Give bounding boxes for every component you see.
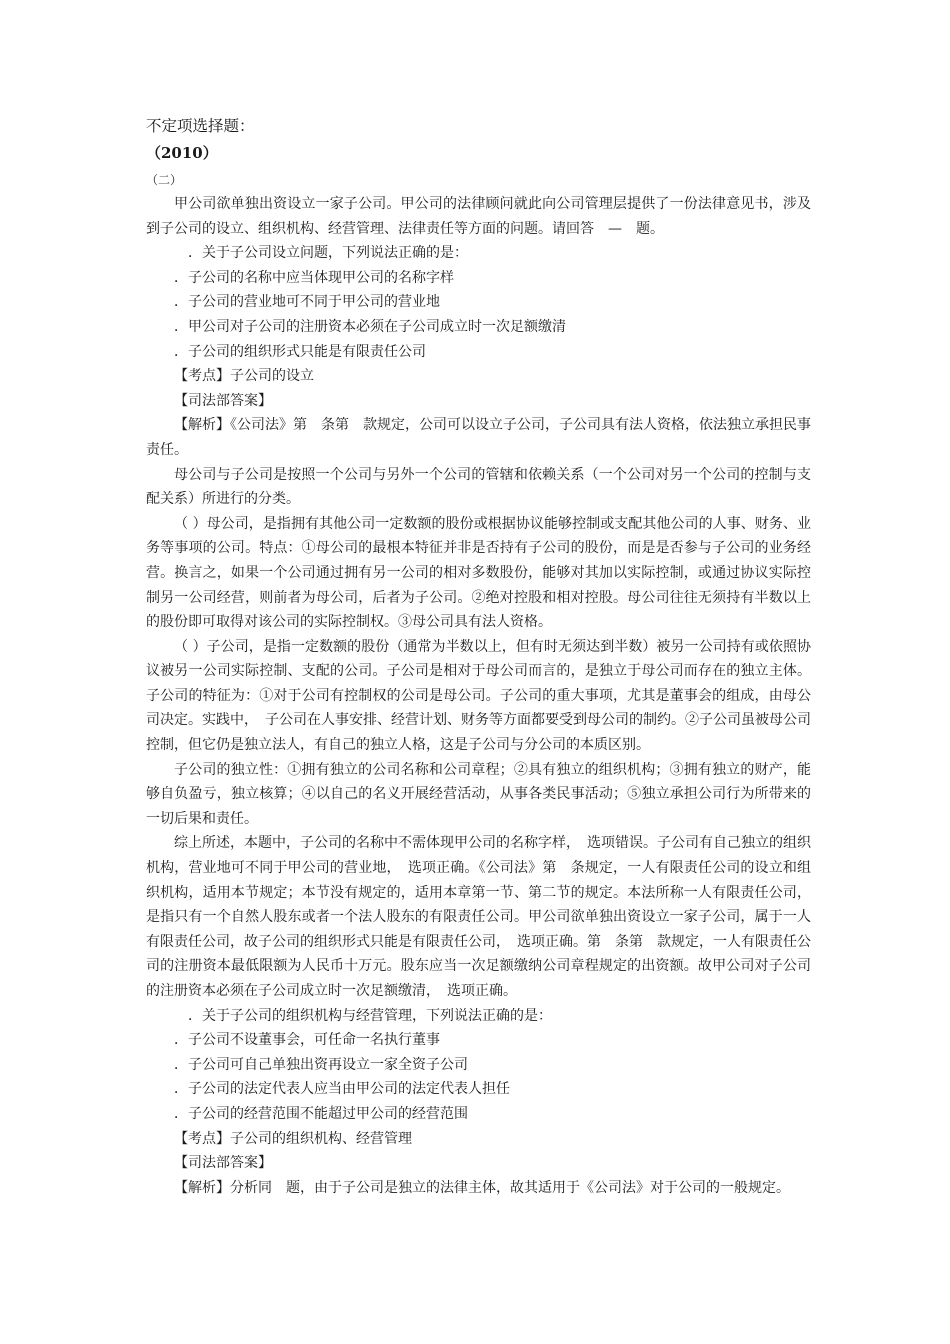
q2-kaodian: 【考点】子公司的组织机构、经营管理 — [174, 1130, 412, 1147]
q1-answer-label: 【司法部答案】 — [174, 392, 272, 409]
question-2: ．关于子公司的组织机构与经营管理，下列说法正确的是： — [188, 1007, 552, 1024]
q1-option: ．子公司的营业地可不同于甲公司的营业地 — [174, 294, 440, 311]
q2-answer-label: 【司法部答案】 — [174, 1155, 272, 1172]
q1-analysis-paragraph: 【解析】《公司法》第 条第 款规定，公司可以设立子公司，子公司具有法人资格，依法独立承担民事责任。 — [146, 417, 811, 458]
q2-option: ．子公司的经营范围不能超过甲公司的经营范围 — [174, 1105, 468, 1122]
intro-paragraph: 甲公司欲单独出资设立一家子公司。甲公司的法律顾问就此向公司管理层提供了一份法律意见书，涉及到子公司的设立、组织机构、经营管理、法律责任等方面的问题。请回答 — 题。 — [146, 196, 811, 237]
q1-analysis-paragraph: 母公司与子公司是按照一个公司与另外一个公司的管辖和依赖关系（一个公司对另一个公司的控制与支配关系）所进行的分类。 — [146, 466, 811, 508]
question-1: ．关于子公司设立问题，下列说法正确的是： — [188, 245, 468, 262]
q2-analysis-paragraph: 【解析】分析同 题，由于子公司是独立的法律主体，故其适用于《公司法》对于公司的一般规定。 — [174, 1179, 790, 1196]
exam-year: （2010） — [146, 144, 218, 162]
document-body — [146, 192, 811, 1200]
q1-kaodian: 【考点】子公司的设立 — [174, 368, 314, 385]
q1-option: ．子公司的名称中应当体现甲公司的名称字样 — [174, 269, 454, 286]
q1-analysis-paragraph: 子公司的独立性：①拥有独立的公司名称和公司章程；②具有独立的组织机构；③拥有独立的财产，能够自负盈亏，独立核算；④以自己的名义开展经营活动，从事各类民事活动；⑤独立承担公司行为所带来的一切后果和责任。 — [146, 761, 811, 827]
q1-option: ．子公司的组织形式只能是有限责任公司 — [174, 343, 426, 360]
page-title: 不定项选择题： — [146, 117, 255, 135]
q1-analysis-paragraph: （ ）子公司，是指一定数额的股份（通常为半数以上，但有时无须达到半数）被另一公司持有或依照协议被另一公司实际控制、支配的公司。子公司是相对于母公司而言的，是独立于母公司而存在的独立主体。子公司的特征为：①对于公司有控制权的公司是母公司。子公司的重大事项，尤其是董事会的组成，由母公司决定。实践中， 子公司在人事安排、经营计划、财务等方面都要受到母公司的制约。②子公司虽被母公司控制，但它仍是独立法人，有自己的独立人格，这是子公司与分公司的本质区别。 — [146, 638, 811, 754]
section-number: （二） — [146, 173, 183, 187]
q1-option: ．甲公司对子公司的注册资本必须在子公司成立时一次足额缴清 — [174, 318, 566, 335]
q2-option: ．子公司不设董事会，可任命一名执行董事 — [174, 1032, 440, 1049]
q1-analysis-paragraph: 综上所述，本题中，子公司的名称中不需体现甲公司的名称字样， 选项错误。子公司有自己独立的组织机构，营业地可不同于甲公司的营业地， 选项正确。《公司法》第 条规定，一人有限责任公司的设立和组织机构，适用本节规定；本节没有规定的，适用本章第一节、第二节的规定。本法所称一人有限责任公司，是指只有一个自然人股东或者一个法人股东的有限责任公司。甲公司欲单独出资设立一家子公司，属于一人有限责任公司，故子公司的组织形式只能是有限责任公司， 选项正确。第 条第 款规定，一人有限责任公司的注册资本最低限额为人民币十万元。股东应当一次足额缴纳公司章程规定的出资额。故甲公司对子公司的注册资本必须在子公司成立时一次足额缴清， 选项正确。 — [146, 835, 811, 999]
q2-option: ．子公司的法定代表人应当由甲公司的法定代表人担任 — [174, 1081, 510, 1098]
q1-analysis-paragraph: （ ）母公司，是指拥有其他公司一定数额的股份或根据协议能够控制或支配其他公司的人事、财务、业务等事项的公司。特点：①母公司的最根本特征并非是否持有子公司的股份，而是是否参与子公司的业务经营。换言之，如果一个公司通过拥有另一公司的相对多数股份，能够对其加以实际控制，或通过协议实际控制另一公司经营，则前者为母公司，后者为子公司。②绝对控股和相对控股。母公司往往无须持有半数以上的股份即可取得对该公司的实际控制权。③母公司具有法人资格。 — [146, 515, 811, 631]
q2-option: ．子公司可自己单独出资再设立一家全资子公司 — [174, 1056, 468, 1073]
